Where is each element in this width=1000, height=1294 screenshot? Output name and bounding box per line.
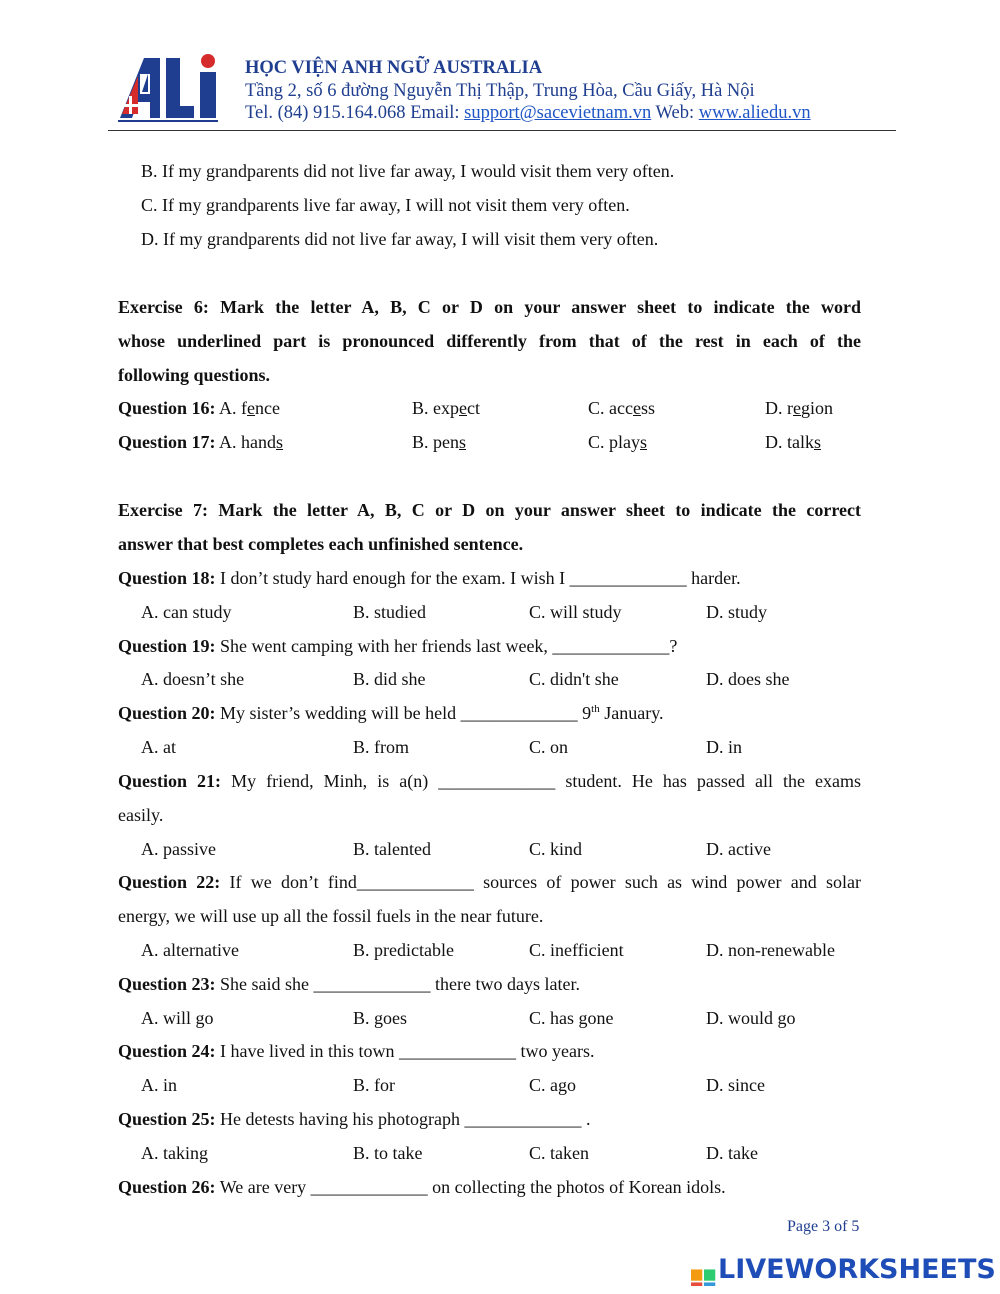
- question-22: Question 22: If we don’t find_____________ sources of power such as wind power and solar: [118, 872, 861, 892]
- q25-option-c: C. taken: [529, 1143, 589, 1163]
- page-number: Page 3 of 5: [787, 1218, 860, 1235]
- liveworksheets-logo-icon: [691, 1256, 717, 1286]
- prev-option-c: C. If my grandparents live far away, I will not visit them very often.: [141, 195, 630, 215]
- institute-title: HỌC VIỆN ANH NGỮ AUSTRALIA: [245, 58, 543, 78]
- q23-option-d: D. would go: [706, 1008, 796, 1028]
- q16-option-b: B. expect: [412, 398, 480, 418]
- prev-option-d: D. If my grandparents did not live far away, I will visit them very often.: [141, 229, 659, 249]
- contact-line: [245, 102, 811, 124]
- q24-option-d: D. since: [706, 1075, 765, 1095]
- email-link[interactable]: support@sacevietnam.vn: [464, 103, 652, 123]
- q24-option-c: C. ago: [529, 1075, 576, 1095]
- prev-option-b: B. If my grandparents did not live far away, I would visit them very often.: [141, 161, 675, 181]
- q19-option-c: C. didn't she: [529, 669, 619, 689]
- web-link[interactable]: www.aliedu.vn: [698, 103, 811, 123]
- q20-option-a: A. at: [141, 737, 176, 757]
- phone: Tel. (84) 915.164.068: [245, 103, 406, 123]
- q17-option-c: C. plays: [588, 432, 648, 452]
- q16-option-d: D. region: [765, 398, 834, 418]
- question-16-label: Question 16:: [118, 398, 216, 418]
- q18-option-c: C. will study: [529, 602, 622, 622]
- exercise-6-instruction-line1: Exercise 6: Mark the letter A, B, C or D on your answer sheet to indicate the word: [118, 297, 861, 317]
- q17-option-b: B. pens: [412, 432, 467, 452]
- q23-option-c: C. has gone: [529, 1008, 614, 1028]
- question-23: Question 23: She said she _____________ there two days later.: [118, 974, 580, 994]
- q17-option-a: A. hands: [219, 432, 284, 452]
- q20-option-b: B. from: [353, 737, 409, 757]
- q23-option-a: A. will go: [141, 1008, 214, 1028]
- q18-option-a: A. can study: [141, 602, 232, 622]
- liveworksheets-brand[interactable]: LIVEWORKSHEETS: [718, 1254, 996, 1285]
- q20-option-d: D. in: [706, 737, 742, 757]
- q20-option-c: C. on: [529, 737, 569, 757]
- q22-option-b: B. predictable: [353, 940, 454, 960]
- q21-option-d: D. active: [706, 839, 771, 859]
- q16-option-c: C. access: [588, 398, 655, 418]
- header-info: [245, 57, 811, 124]
- question-19: Question 19: She went camping with her friends last week, _____________?: [118, 636, 678, 656]
- question-17: [118, 431, 283, 453]
- q24-option-a: A. in: [141, 1075, 177, 1095]
- q19-option-d: D. does she: [706, 669, 790, 689]
- q21-option-b: B. talented: [353, 839, 431, 859]
- question-18: Question 18: I don’t study hard enough for the exam. I wish I _____________ harder.: [118, 568, 741, 588]
- q22-option-c: C. inefficient: [529, 940, 624, 960]
- q25-option-a: A. taking: [141, 1143, 208, 1163]
- q19-option-b: B. did she: [353, 669, 426, 689]
- q19-option-a: A. doesn’t she: [141, 669, 245, 689]
- exercise-7-instruction-line2: answer that best completes each unfinished sentence.: [118, 534, 524, 554]
- q23-option-b: B. goes: [353, 1008, 407, 1028]
- q18-option-d: D. study: [706, 602, 768, 622]
- q17-option-d: D. talks: [765, 432, 822, 452]
- q21-option-a: A. passive: [141, 839, 216, 859]
- question-25: Question 25: He detests having his photograph _____________ .: [118, 1109, 591, 1129]
- question-24: Question 24: I have lived in this town _____________ two years.: [118, 1041, 595, 1061]
- header-divider: [108, 130, 896, 131]
- question-26: Question 26: We are very _____________ on collecting the photos of Korean idols.: [118, 1177, 726, 1197]
- email-label: Email:: [410, 103, 460, 123]
- question-16: [118, 397, 280, 419]
- q24-option-b: B. for: [353, 1075, 395, 1095]
- q25-option-d: D. take: [706, 1143, 758, 1163]
- web-label: Web:: [655, 103, 695, 123]
- exercise-6-instruction-line2: whose underlined part is pronounced differently from that of the rest in each of the: [118, 331, 861, 351]
- address: Tầng 2, số 6 đường Nguyễn Thị Thập, Trung Hòa, Cầu Giấy, Hà Nội: [245, 81, 755, 101]
- exercise-7-instruction-line1: Exercise 7: Mark the letter A, B, C or D on your answer sheet to indicate the correct: [118, 500, 861, 520]
- question-21-continued: easily.: [118, 805, 164, 825]
- q18-option-b: B. studied: [353, 602, 427, 622]
- exercise-6-instruction-line3: following questions.: [118, 365, 271, 385]
- q25-option-b: B. to take: [353, 1143, 423, 1163]
- question-17-label: Question 17:: [118, 432, 216, 452]
- q22-option-a: A. alternative: [141, 940, 239, 960]
- question-20: Question 20: My sister’s wedding will be held _____________ 9th January.: [118, 703, 664, 723]
- q22-option-d: D. non-renewable: [706, 940, 835, 960]
- question-22-continued: energy, we will use up all the fossil fuels in the near future.: [118, 906, 544, 926]
- question-21: Question 21: My friend, Minh, is a(n) _____________ student. He has passed all the exams: [118, 771, 862, 791]
- ali-logo: [118, 52, 222, 124]
- q21-option-c: C. kind: [529, 839, 583, 859]
- q16-option-a: A. fence: [219, 398, 281, 418]
